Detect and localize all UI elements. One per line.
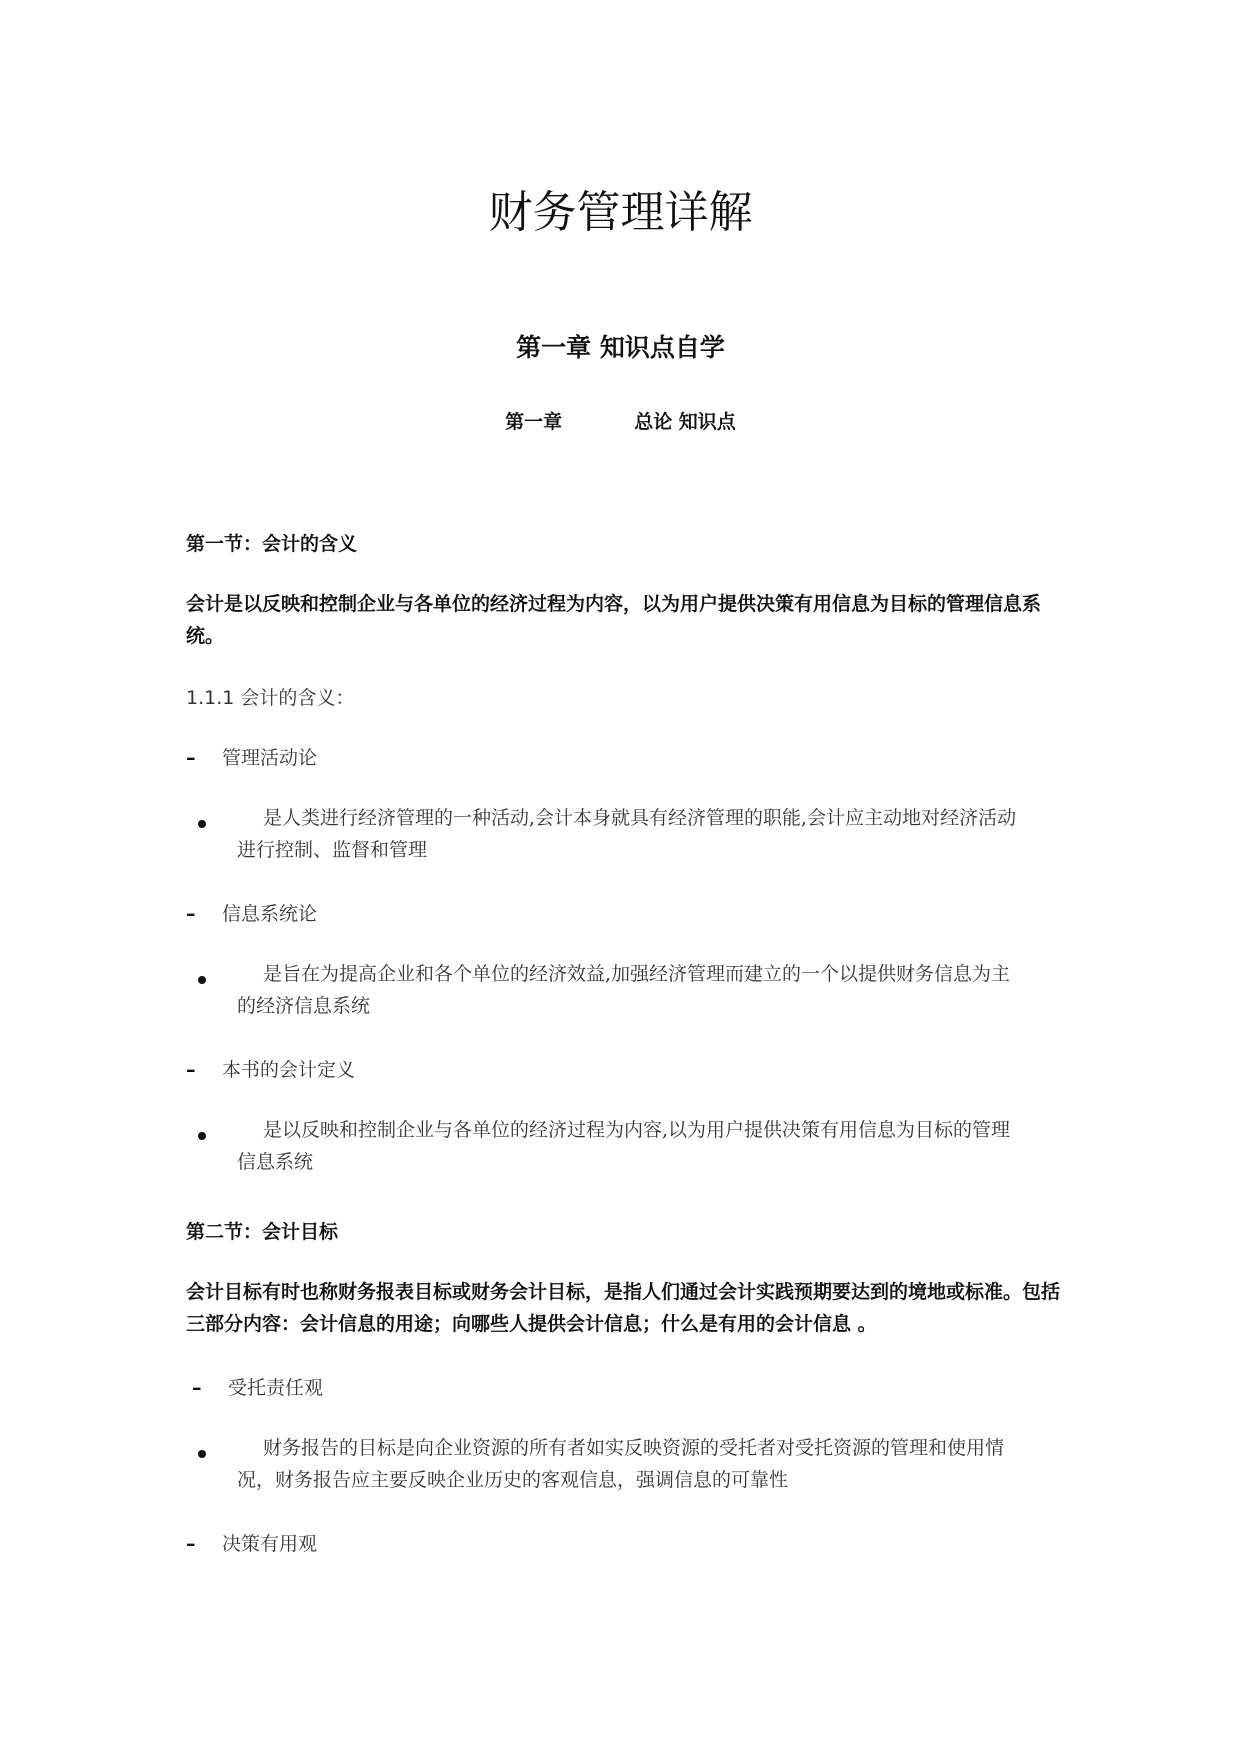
list-item-label: 管理活动论: [222, 747, 318, 769]
bullet-icon: [198, 1450, 206, 1458]
dash-marker: –: [186, 903, 196, 925]
bullet-text: 是人类进行经济管理的一种活动,会计本身就具有经济管理的职能,会计应主动地对经济活动进行控制、监督和管理: [237, 807, 1017, 861]
bullet-text: 是旨在为提高企业和各个单位的经济效益,加强经济管理而建立的一个以提供财务信息为主的经济信息系统: [237, 963, 1011, 1017]
chapter-subheading: [0, 408, 1241, 436]
bullet-text: 是以反映和控制企业与各单位的经济过程为内容,以为用户提供决策有用信息为目标的管理信息系统: [237, 1119, 1011, 1173]
section-summary: 会计是以反映和控制企业与各单位的经济过程为内容，以为用户提供决策有用信息为目标的管理信息系统。: [186, 593, 1042, 647]
bullet-icon: [198, 1132, 206, 1140]
section-heading: 第二节：会计目标: [186, 1221, 339, 1243]
chapter-sub-right: 总论 知识点: [634, 411, 736, 433]
bullet-icon: [198, 820, 206, 828]
bullet-text: 财务报告的目标是向企业资源的所有者如实反映资源的受托者对受托资源的管理和使用情况，财务报告应主要反映企业历史的客观信息，强调信息的可靠性: [237, 1437, 1005, 1491]
bullet-icon: [198, 976, 206, 984]
section-heading: 第一节：会计的含义: [186, 533, 358, 555]
section-summary: 会计目标有时也称财务报表目标或财务会计目标，是指人们通过会计实践预期要达到的境地或标准。包括三部分内容：会计信息的用途；向哪些人提供会计信息；什么是有用的会计信息 。: [186, 1281, 1061, 1335]
list-item-label: 信息系统论: [222, 903, 318, 925]
document-title: 财务管理详解: [488, 187, 753, 238]
dash-marker: –: [186, 1533, 196, 1555]
list-item-label: 决策有用观: [222, 1533, 318, 1555]
dash-marker: –: [186, 747, 196, 769]
dash-marker: –: [192, 1377, 202, 1399]
chapter-sub-left: 第一章: [505, 411, 563, 433]
list-item-label: 受托责任观: [228, 1377, 324, 1399]
subsection-heading: 1.1.1 会计的含义：: [186, 687, 355, 709]
dash-marker: –: [186, 1059, 196, 1081]
list-item-label: 本书的会计定义: [222, 1059, 356, 1081]
chapter-heading: 第一章 知识点自学: [516, 333, 725, 362]
